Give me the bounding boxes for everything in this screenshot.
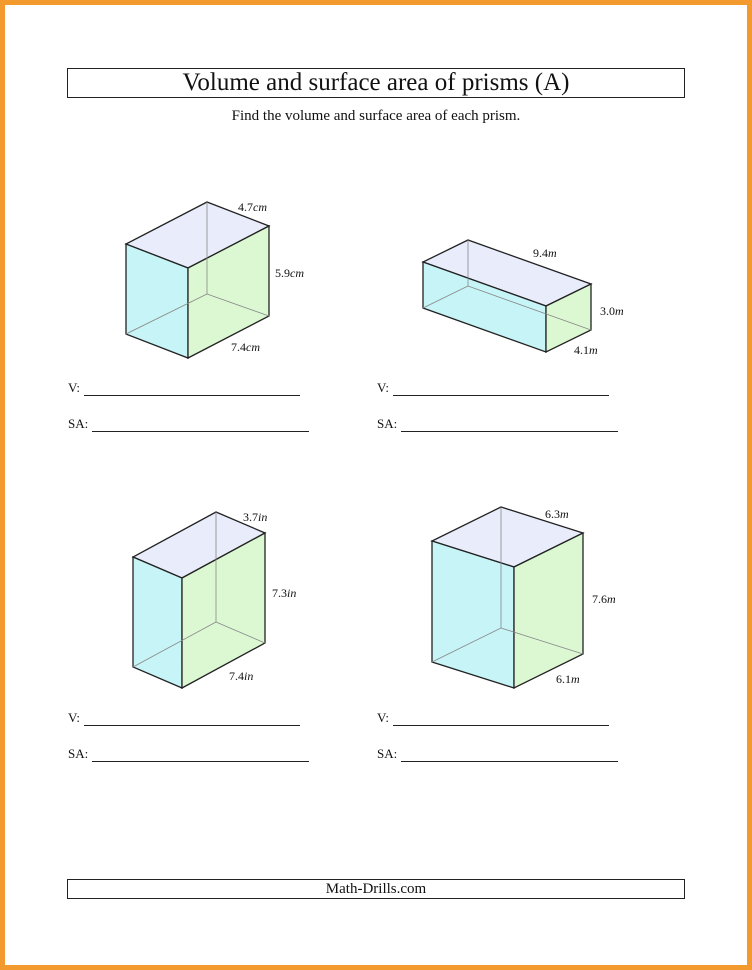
prism-3-width-label: 7.4in [229,669,254,683]
footer-text: Math-Drills.com [325,880,427,897]
prism-3-surface-area-answer[interactable] [68,746,309,762]
answer-blank[interactable] [393,724,609,726]
answer-blank[interactable] [92,430,309,432]
prism-3-front-face [133,557,182,688]
answer-blank[interactable] [393,394,609,396]
prism-3-volume-answer[interactable] [68,710,300,726]
prism-4-width-label: 6.1m [556,672,580,686]
prism-2-volume-answer[interactable] [377,380,609,396]
surface-area-label: SA: [377,416,398,431]
answer-blank[interactable] [84,394,300,396]
answer-blank[interactable] [84,724,300,726]
prism-4-depth-label: 6.3m [545,507,569,521]
prism-4-surface-area-answer[interactable] [377,746,618,762]
volume-label: V: [68,710,81,725]
worksheet-title-text: Volume and surface area of prisms (A) [182,69,570,96]
prism-3 [133,510,296,688]
volume-label: V: [377,380,390,395]
prism-1-depth-label: 4.7cm [238,200,267,214]
prism-4-front-face [432,541,514,688]
prism-2-depth-label: 9.4m [533,246,557,260]
footer [67,879,685,899]
surface-area-label: SA: [68,416,89,431]
prism-3-depth-label: 3.7in [243,510,268,524]
prism-1-surface-area-answer[interactable] [68,416,309,432]
instructions: Find the volume and surface area of each prism. [231,108,521,124]
prism-3-height-label: 7.3in [272,586,297,600]
prism-2-width-label: 4.1m [574,343,598,357]
prism-1-height-label: 5.9cm [275,266,304,280]
prism-4-height-label: 7.6m [592,592,616,606]
prism-2 [423,240,624,357]
answer-blank[interactable] [401,430,618,432]
surface-area-label: SA: [68,746,89,761]
prism-1-volume-answer[interactable] [68,380,300,396]
prism-1 [126,200,304,358]
volume-label: V: [377,710,390,725]
prism-2-surface-area-answer[interactable] [377,416,618,432]
prism-1-width-label: 7.4cm [231,340,260,354]
answer-blank[interactable] [92,760,309,762]
answer-blank[interactable] [401,760,618,762]
prism-4 [432,507,616,688]
prism-4-volume-answer[interactable] [377,710,609,726]
volume-label: V: [68,380,81,395]
prism-2-height-label: 3.0m [600,304,624,318]
surface-area-label: SA: [377,746,398,761]
